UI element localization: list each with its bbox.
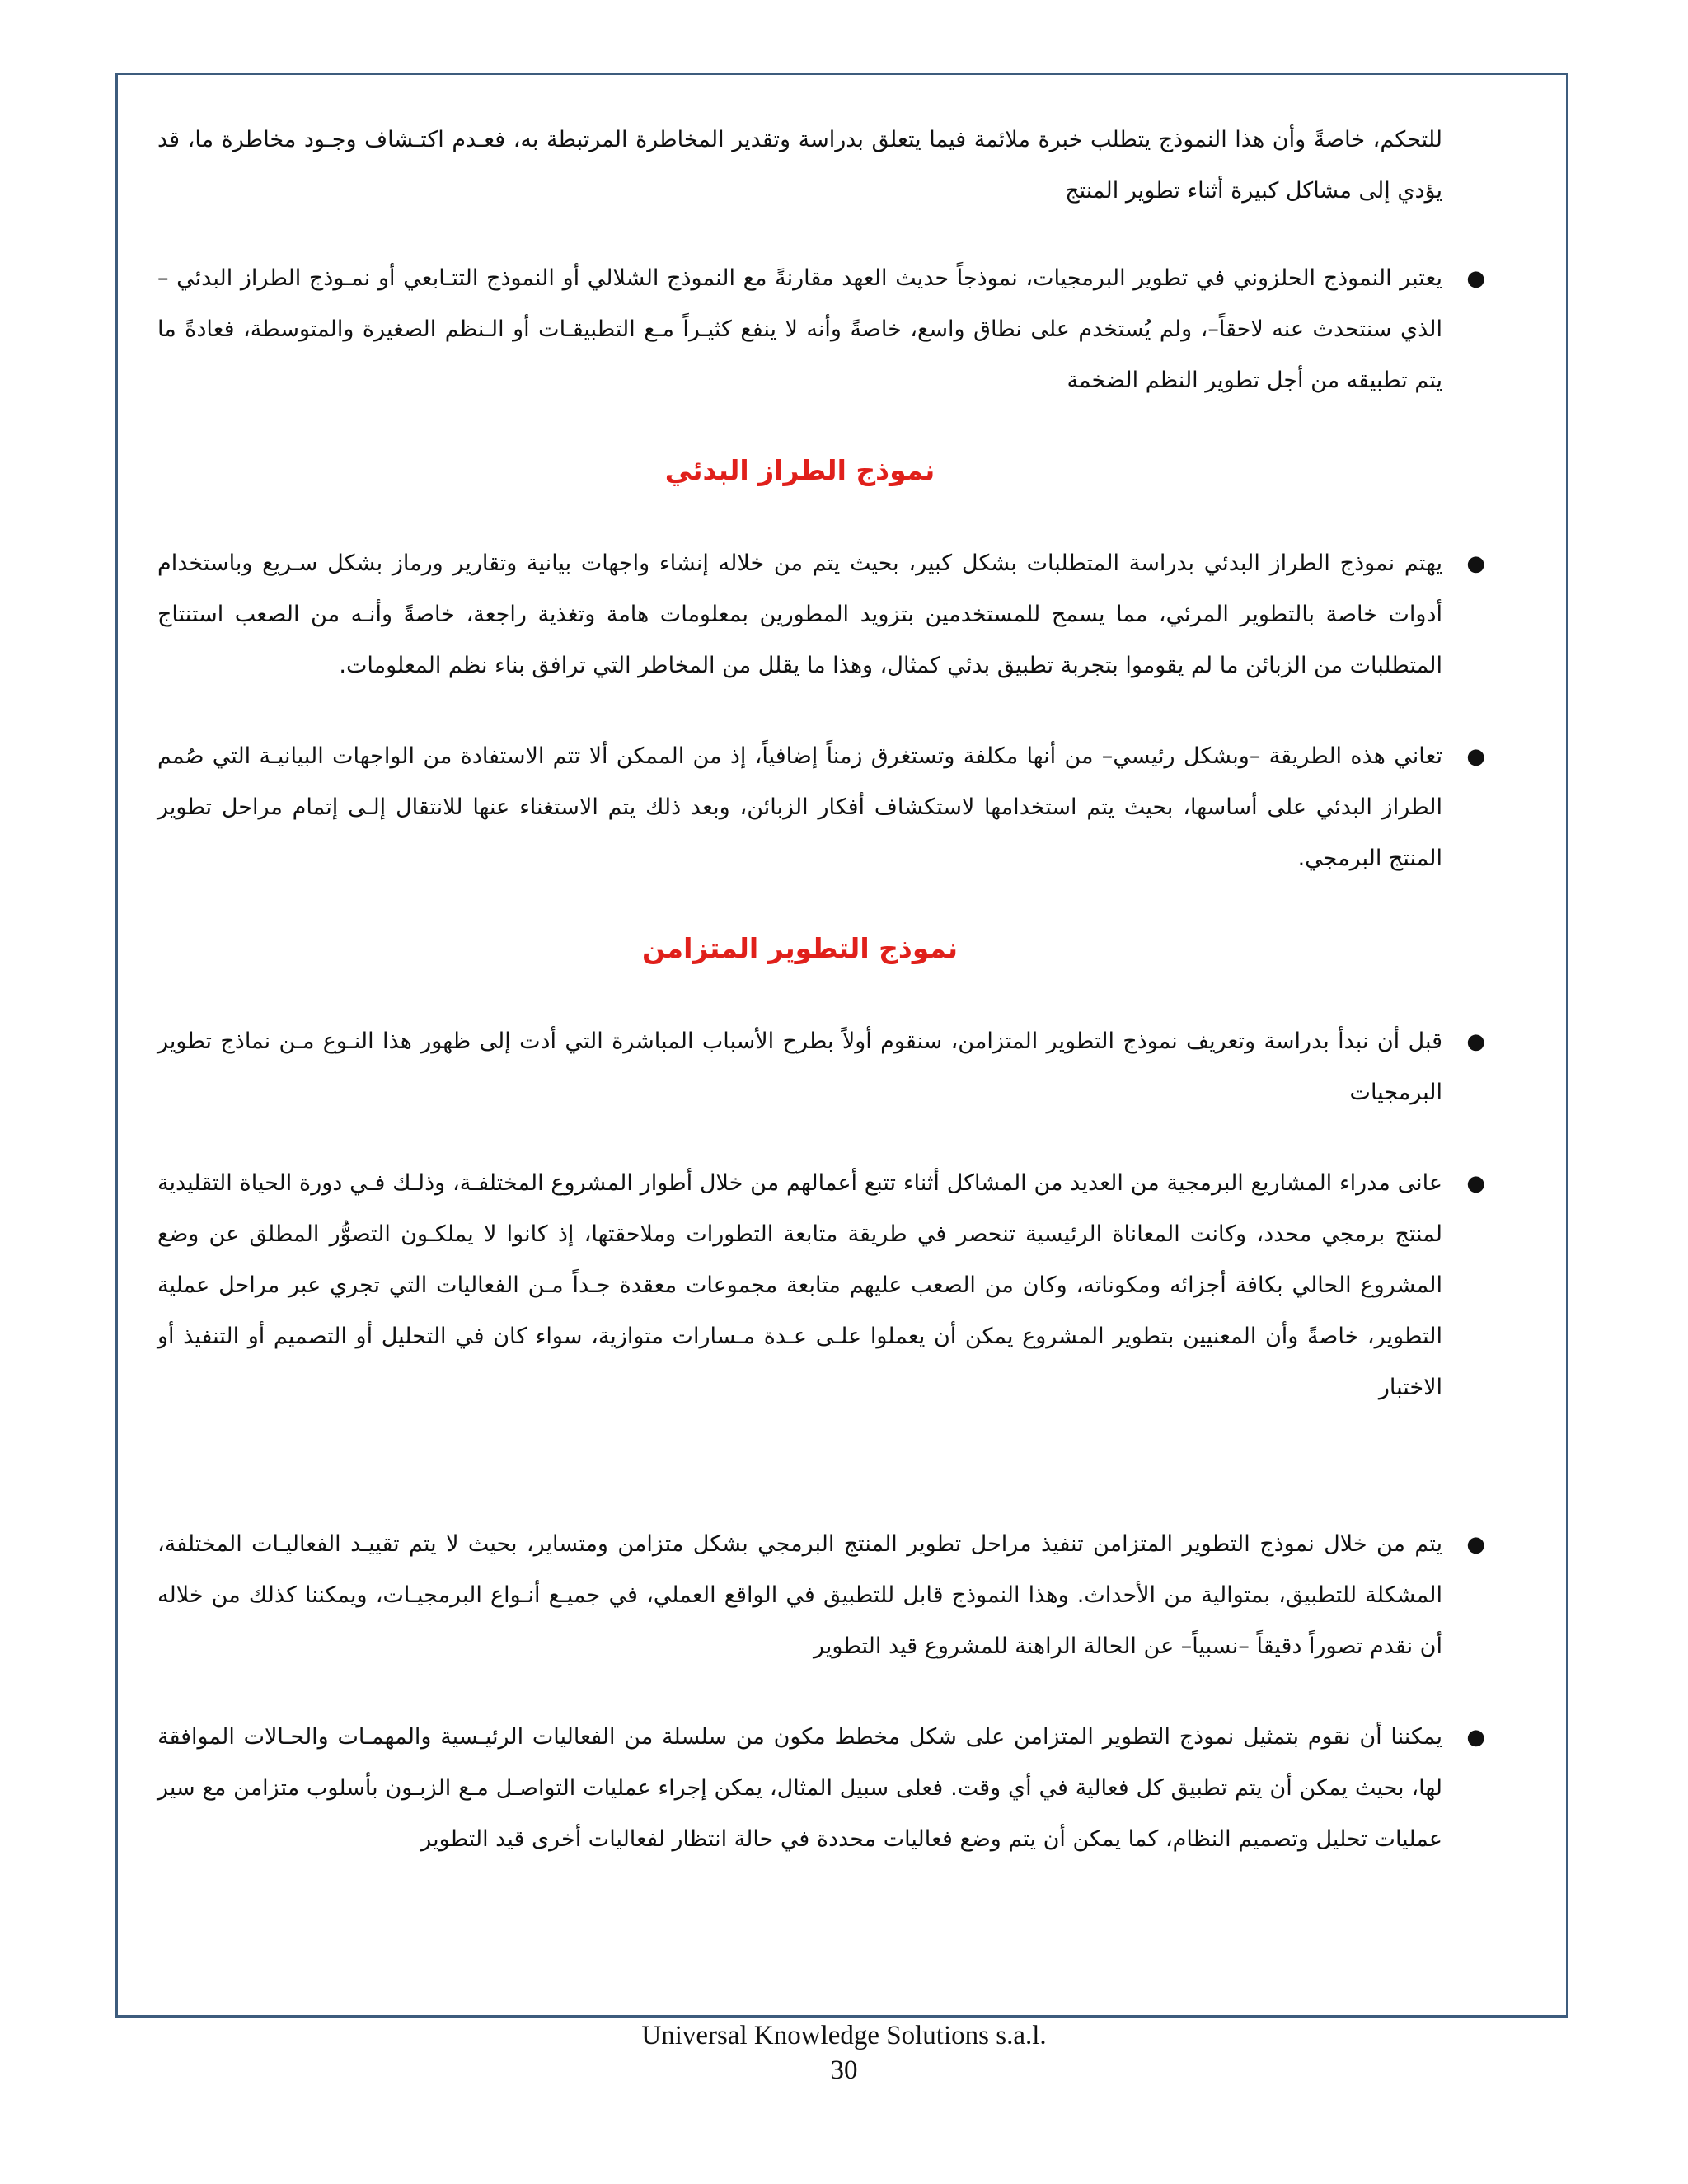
section-heading-prototype: نموذج الطراز البدئي [664, 454, 935, 486]
list-item [157, 1712, 1485, 1865]
list-item [157, 731, 1485, 884]
list-item [157, 1016, 1485, 1118]
page-border-frame [115, 73, 1568, 2018]
bullet-icon: ● [1466, 266, 1485, 291]
page-content [157, 115, 1485, 1865]
bullet-icon: ● [1466, 1532, 1485, 1557]
list-item [157, 1158, 1485, 1413]
list-item-text: قبل أن نبدأ بدراسة وتعريف نموذج التطوير المتزامن، سنقوم أولاً بطرح الأسباب المباشرة التي أدت إلى ظهور هذا النـوع مـن نماذج تطوير البرمجيات [157, 1029, 1442, 1105]
list-item [157, 538, 1485, 691]
bullet-icon: ● [1466, 1725, 1485, 1750]
list-item [157, 1519, 1485, 1672]
list-item-text: يمكننا أن نقوم بتمثيل نموذج التطوير المتزامن على شكل مخطط مكون من سلسلة من الفعاليات الرئيـسية والمهمـات والحـالات الموافقة لها، بحيث يمكن أن يتم تطبيق كل فعالية في أي وقت. فعلى سبيل المثال، يمكن إجراء عمليات التواصـل مـع الزبـون بأسلوب متزامن مع سير عمليات تحليل وتصميم النظام، كما يمكن أن يتم وضع فعاليات محددة في حالة انتظار لفعاليات أخرى قيد التطوير [157, 1724, 1442, 1852]
section-heading-concurrent: نموذج التطوير المتزامن [641, 932, 959, 964]
list-item [157, 253, 1485, 406]
bullet-icon: ● [1466, 744, 1485, 769]
page-number: 30 [830, 2055, 858, 2085]
bullet-icon: ● [1466, 1171, 1485, 1196]
list-item-text: يهتم نموذج الطراز البدئي بدراسة المتطلبات بشكل كبير، بحيث يتم من خلاله إنشاء واجهات بيانية وتقارير ورماز بشكل سـريع وباستخدام أدوات خاصة بالتطوير المرئي، مما يسمح للمستخدمين بتزويد المطورين بمعلومات هامة وتغذية راجعة، خاصةً وأنـه من الصعب استنتاج المتطلبات من الزبائن ما لم يقوموا بتجربة تطبيق بدئي كمثال، وهذا ما يقلل من المخاطر التي ترافق بناء نظم المعلومات. [157, 551, 1442, 678]
bullet-icon: ● [1466, 551, 1485, 576]
bullet-icon: ● [1466, 1029, 1485, 1054]
footer-company: Universal Knowledge Solutions s.a.l. [641, 2021, 1047, 2050]
list-item-text: عانى مدراء المشاريع البرمجية من العديد من المشاكل أثناء تتبع أعمالهم من خلال أطوار المشروع المختلفـة، وذلـك فـي دورة الحياة التقليدية لمنتج برمجي محدد، وكانت المعاناة الرئيسية تنحصر في طريقة متابعة التطورات وملاحقتها، إذ كانوا لا يملكـون التصوُّر المطلق عن وضع المشروع الحالي بكافة أجزائه ومكوناته، وكان من الصعب عليهم متابعة مجموعات معقدة جـداً مـن الفعاليات التي تجري عبر مراحل عملية التطوير، خاصةً وأن المعنيين بتطوير المشروع يمكن أن يعملوا علـى عـدة مـسارات متوازية، سواء كان في التحليل أو التصميم أو التنفيذ أو الاختبار [157, 1170, 1442, 1400]
list-item-text: يعتبر النموذج الحلزوني في تطوير البرمجيات، نموذجاً حديث العهد مقارنةً مع النموذج الشلالي أو النموذج التتـابعي أو نمـوذج الطراز البدئي –الذي سنتحدث عنه لاحقاً–، ولم يُستخدم على نطاق واسع، خاصةً وأنه لا ينفع كثيـراً مـع التطبيقـات أو الـنظم الصغيرة والمتوسطة، فعادةً ما يتم تطبيقه من أجل تطوير النظم الضخمة [157, 265, 1442, 393]
spacer [157, 1453, 1442, 1519]
list-item-text: تعاني هذه الطريقة –وبشكل رئيسي– من أنها مكلفة وتستغرق زمناً إضافياً، إذ من الممكن ألا تتم الاستفادة من الواجهات البيانيـة التي صُمم الطراز البدئي على أساسها، بحيث يتم استخدامها لاستكشاف أفكار الزبائن، وبعد ذلك يتم الاستغناء عنها للانتقال إلـى إتمام مراحل تطوير المنتج البرمجي. [157, 743, 1442, 871]
intro-paragraph: للتحكم، خاصةً وأن هذا النموذج يتطلب خبرة ملائمة فيما يتعلق بدراسة وتقدير المخاطرة المرتبطة به، فعـدم اكتـشاف وجـود مخاطرة ما، قد يؤدي إلى مشاكل كبيرة أثناء تطوير المنتج [157, 127, 1442, 204]
list-item-text: يتم من خلال نموذج التطوير المتزامن تنفيذ مراحل تطوير المنتج البرمجي بشكل متزامن ومتساير، بحيث لا يتم تقييـد الفعاليـات المختلفة، المشكلة للتطبيق، بمتوالية من الأحداث. وهذا النموذج قابل للتطبيق في الواقع العملي، في جميـع أنـواع البرمجيـات، ويمكننا كذلك من خلاله أن نقدم تصوراً دقيقاً –نسبياً– عن الحالة الراهنة للمشروع قيد التطوير [157, 1531, 1442, 1659]
